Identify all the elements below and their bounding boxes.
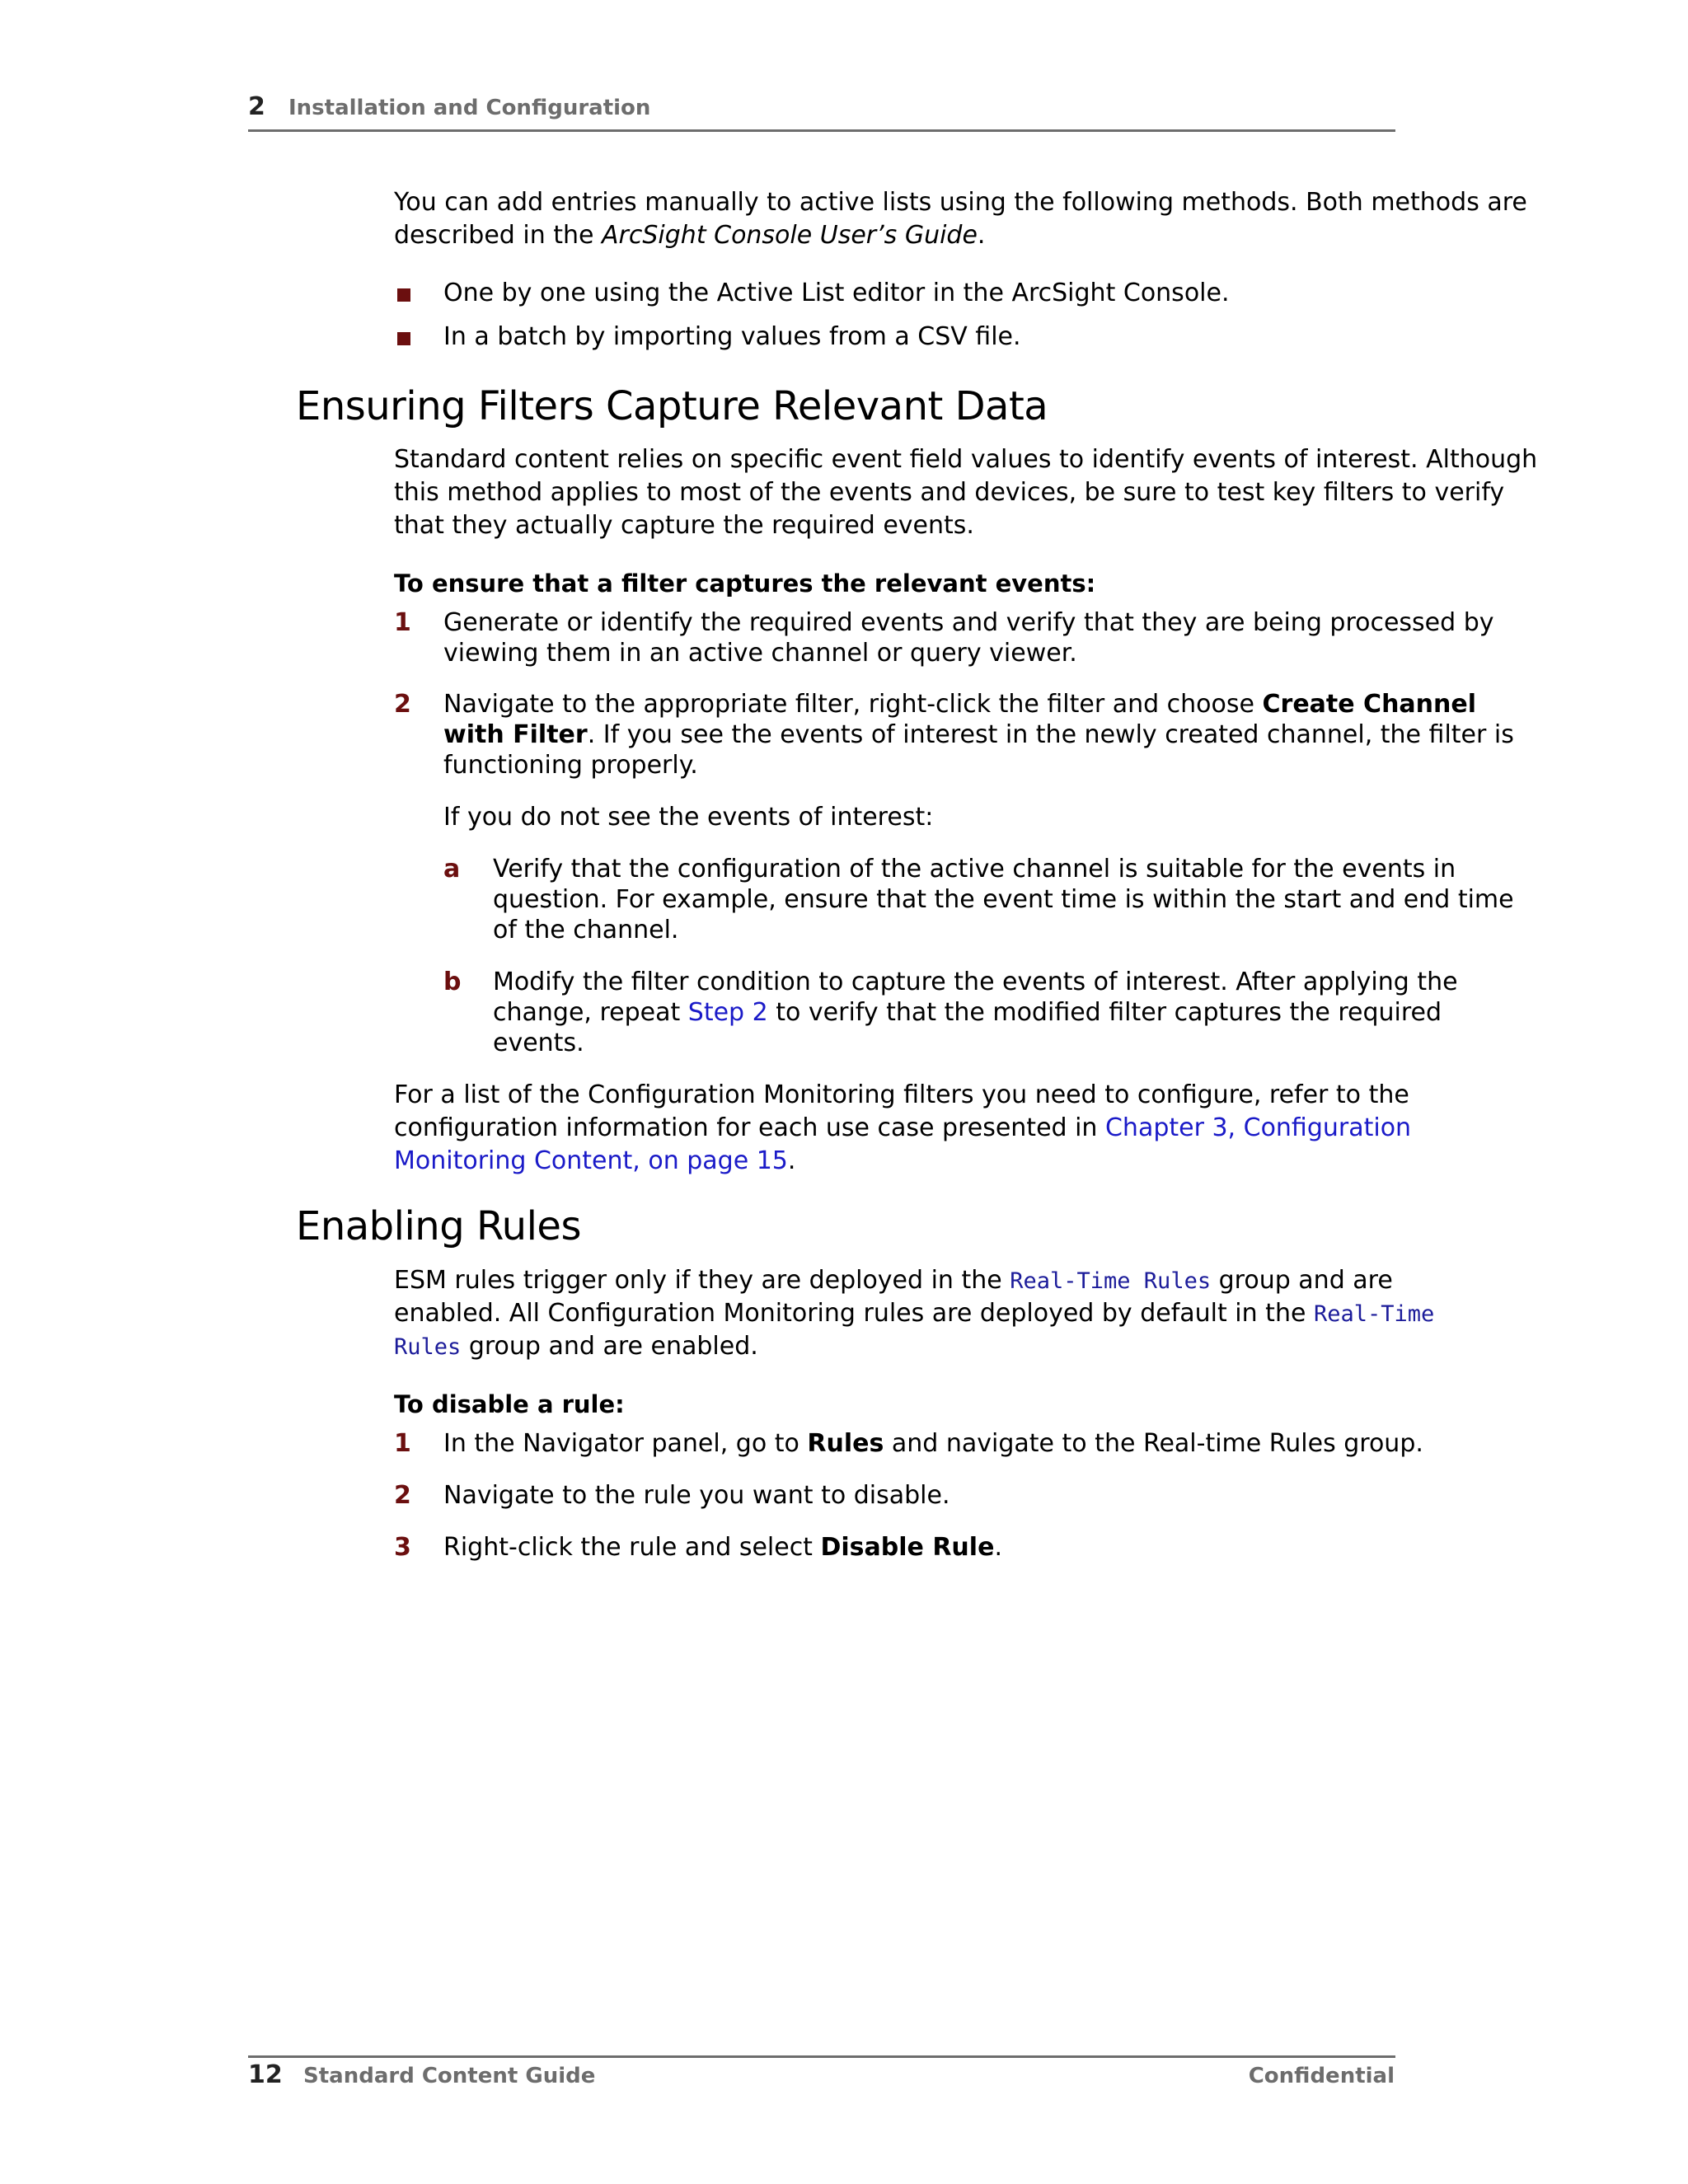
step-1-line-1: Generate or identify the required events and verify that they are being processed by [443,608,1494,637]
bullet-icon [397,288,410,302]
rules-step-1: In the Navigator panel, go to Rules and navigate to the Real-time Rules group. [443,1429,1423,1458]
step-number: 2 [394,1481,411,1510]
step-number: 1 [394,608,411,637]
bullet-icon [397,332,410,345]
code-real-time-rules: Real-Time Rules [1010,1268,1212,1294]
step-2-line-3: functioning properly. [443,751,698,780]
footer-classification: Confidential [1248,2064,1395,2088]
procedure-title-rules: To disable a rule: [394,1390,625,1418]
step-2-line-2: with Filter. If you see the events of interest in the newly created channel, the filter is [443,720,1514,749]
chapter-number: 2 [248,92,265,121]
step-2-sub-intro: If you do not see the events of interest: [443,803,934,832]
substep-letter: b [443,968,462,996]
section-heading-rules: Enabling Rules [296,1203,581,1249]
guide-title: ArcSight Console User’s Guide [602,221,978,250]
step-2-line-1: Navigate to the appropriate filter, right-click the filter and choose Create Channel [443,690,1477,719]
step-1-line-2: viewing them in an active channel or query viewer. [443,639,1077,668]
intro-paragraph-line-1: You can add entries manually to active lists using the following methods. Both methods are [394,188,1527,217]
filters-paragraph-line-2: this method applies to most of the events and devices, be sure to test key filters to verify [394,478,1505,507]
page-number: 12 [248,2060,283,2089]
closing-line-2: configuration information for each use case presented in Chapter 3, Configuration [394,1113,1412,1142]
step-number: 3 [394,1533,411,1562]
chapter-3-link-cont[interactable]: Monitoring Content, on page 15 [394,1146,788,1175]
rules-paragraph-line-1: ESM rules trigger only if they are deployed in the Real-Time Rules group and are [394,1266,1393,1295]
procedure-title-filters: To ensure that a filter captures the relevant events: [394,569,1096,598]
chapter-3-link[interactable]: Chapter 3, Configuration [1104,1113,1412,1142]
chapter-title: Installation and Configuration [288,96,651,120]
substep-a-line-1: Verify that the configuration of the active channel is suitable for the events in [493,855,1456,883]
substep-a-line-2: question. For example, ensure that the event time is within the start and end time [493,885,1514,914]
substep-b-line-1: Modify the filter condition to capture the events of interest. After applying the [493,968,1458,996]
step-2-link[interactable]: Step 2 [687,998,768,1027]
rules-paragraph-line-2: enabled. All Configuration Monitoring rules are deployed by default in the Real-Time [394,1299,1435,1328]
step-number: 2 [394,690,411,719]
code-rules: Rules [394,1334,462,1360]
bullet-item-2: In a batch by importing values from a CSV file. [443,322,1021,351]
substep-letter: a [443,855,461,883]
code-real-time: Real-Time [1313,1301,1435,1327]
footer-rule [248,2055,1395,2058]
substep-b-line-3: events. [493,1029,584,1057]
rules-step-2: Navigate to the rule you want to disable. [443,1481,950,1510]
substep-b-line-2: change, repeat Step 2 to verify that the modified filter captures the required [493,998,1442,1027]
intro-paragraph-line-2: described in the ArcSight Console User’s Guide. [394,221,986,250]
footer-doc-title: Standard Content Guide [303,2064,596,2088]
substep-a-line-3: of the channel. [493,916,679,944]
header-rule [248,129,1395,132]
section-heading-filters: Ensuring Filters Capture Relevant Data [296,383,1048,429]
rules-step-3: Right-click the rule and select Disable Rule. [443,1533,1002,1562]
bullet-item-1: One by one using the Active List editor in the ArcSight Console. [443,279,1230,307]
closing-line-1: For a list of the Configuration Monitoring filters you need to configure, refer to the [394,1080,1409,1109]
filters-paragraph-line-3: that they actually capture the required events. [394,511,974,540]
step-number: 1 [394,1429,411,1458]
rules-paragraph-line-3: Rules group and are enabled. [394,1332,758,1361]
closing-line-3: Monitoring Content, on page 15. [394,1146,796,1175]
filters-paragraph-line-1: Standard content relies on specific event field values to identify events of interest. Although [394,445,1538,474]
